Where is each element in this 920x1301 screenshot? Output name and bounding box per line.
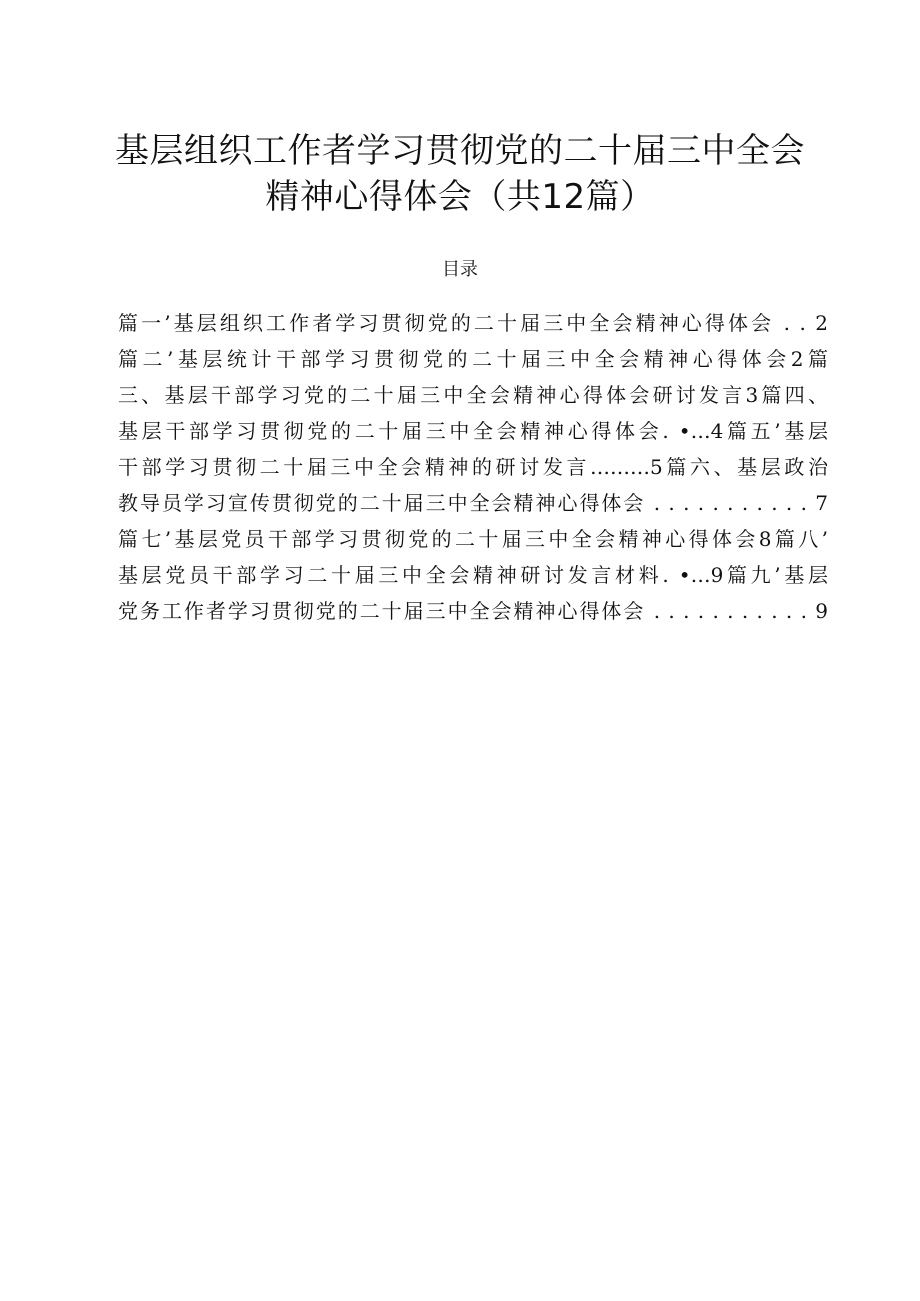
document-title-line-2: 精神心得体会（共12篇） — [265, 177, 655, 217]
toc-line: 干部学习贯彻二十届三中全会精神的研讨发言………5篇六、基层政治 — [118, 455, 828, 479]
toc-heading: 目录 — [442, 259, 478, 280]
toc-line: 党务工作者学习贯彻党的二十届三中全会精神心得体会 . . . . . . . . . . . 9 — [118, 599, 828, 623]
toc-line: 基层干部学习贯彻党的二十届三中全会精神心得体会. •…4篇五’基层 — [118, 419, 828, 443]
document-title — [0, 128, 920, 220]
toc-line: 篇一’基层组织工作者学习贯彻党的二十届三中全会精神心得体会 . . 2 — [118, 311, 828, 335]
toc-line: 基层党员干部学习二十届三中全会精神研讨发言材料. •…9篇九’基层 — [118, 563, 828, 587]
toc-line: 篇七’基层党员干部学习贯彻党的二十届三中全会精神心得体会8篇八’ — [118, 527, 828, 551]
document-title-line-1: 基层组织工作者学习贯彻党的二十届三中全会 — [115, 131, 805, 171]
toc-line: 篇二’基层统计干部学习贯彻党的二十届三中全会精神心得体会2篇 — [118, 347, 828, 371]
toc-line: 三、基层干部学习党的二十届三中全会精神心得体会研讨发言3篇四、 — [118, 383, 828, 407]
toc-line: 教导员学习宣传贯彻党的二十届三中全会精神心得体会 . . . . . . . . . . . 7 — [118, 491, 828, 515]
table-of-contents — [118, 305, 828, 629]
